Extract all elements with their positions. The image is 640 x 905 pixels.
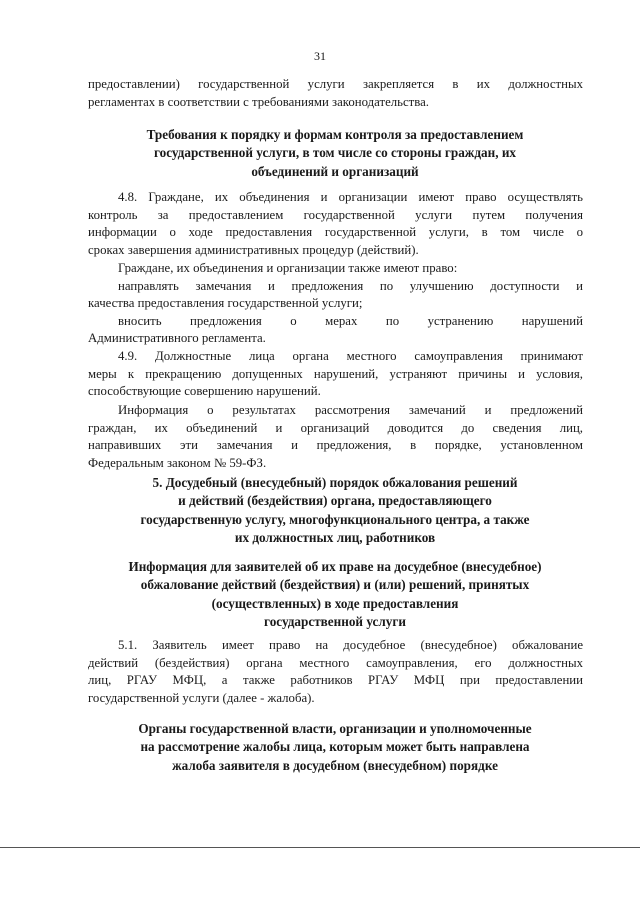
rights-paragraph bbox=[88, 260, 583, 348]
heading-control-requirements bbox=[100, 126, 570, 181]
clause-4-8 bbox=[88, 189, 583, 259]
text-line: Федеральным законом № 59-ФЗ. bbox=[88, 455, 267, 470]
text-line: предоставлении) государственной услуги закрепляется в их должностных bbox=[88, 77, 583, 91]
text-line: качества предоставления государственной услуги; bbox=[88, 296, 363, 311]
text-line: направивших эти замечания и предложения, в порядке, установленном bbox=[88, 438, 583, 453]
heading-line: на рассмотрение жалобы лица, которым может быть направлена bbox=[140, 739, 530, 755]
clause-5-1 bbox=[88, 637, 583, 707]
text-line: регламентах в соответствии с требованиями законодательства. bbox=[88, 94, 429, 109]
authorities-heading bbox=[100, 720, 570, 775]
text-line: контроль за предоставлением государственной услуги путем получения bbox=[88, 207, 583, 222]
heading-line: Органы государственной власти, организации и уполномоченные bbox=[138, 721, 532, 736]
text-line: 5.1. Заявитель имеет право на досудебное (внесудебное) обжалование bbox=[118, 638, 583, 652]
heading-line: обжалование действий (бездействия) и (или) решений, принятых bbox=[140, 577, 530, 593]
heading-line: жалоба заявителя в досудебном (внесудебном) порядке bbox=[172, 757, 498, 773]
heading-line: их должностных лиц, работников bbox=[234, 530, 436, 546]
heading-line: государственную услугу, многофункционального центра, а также bbox=[140, 511, 530, 527]
text-line: Административного регламента. bbox=[88, 331, 266, 346]
heading-line: 5. Досудебный (внесудебный) порядок обжалования решений bbox=[152, 475, 518, 490]
text-line: действий (бездействия) органа местного самоуправления, его должностных bbox=[88, 655, 583, 670]
clause-4-9 bbox=[88, 348, 583, 401]
text-line: Граждане, их объединения и организации также имеют право: bbox=[118, 261, 458, 275]
heading-line: государственной услуги bbox=[264, 614, 406, 630]
text-line: Информация о результатах рассмотрения замечаний и предложений bbox=[118, 403, 583, 417]
text-line: лиц, РГАУ МФЦ, а также работников РГАУ МФЦ при предоставлении bbox=[88, 673, 583, 688]
text-line: направлять замечания и предложения по улучшению доступности и bbox=[118, 278, 583, 293]
text-line: вносить предложения о мерах по устранению нарушений bbox=[118, 313, 583, 328]
scan-edge-line bbox=[0, 847, 640, 848]
info-for-applicants-heading bbox=[100, 558, 570, 632]
heading-line: и действий (бездействия) органа, предоставляющего bbox=[178, 493, 492, 509]
text-line: государственной услуги (далее - жалоба). bbox=[88, 690, 315, 705]
heading-line: объединений и организаций bbox=[251, 163, 419, 179]
heading-line: Требования к порядку и формам контроля за предоставлением bbox=[146, 127, 524, 142]
heading-line: (осуществленных) в ходе предоставления bbox=[211, 595, 459, 611]
continuation-paragraph bbox=[88, 76, 583, 111]
text-line: информации о ходе предоставления государственной услуги, в том числе о bbox=[88, 225, 583, 240]
text-line: граждан, их объединений и организаций доводится до сведения лиц, bbox=[88, 420, 583, 435]
text-line: 4.9. Должностные лица органа местного самоуправления принимают bbox=[118, 349, 583, 363]
section-5-heading bbox=[100, 474, 570, 548]
heading-line: Информация для заявителей об их праве на досудебное (внесудебное) bbox=[128, 559, 542, 574]
heading-line: государственной услуги, в том числе со стороны граждан, их bbox=[153, 145, 517, 161]
page-number: 31 bbox=[314, 49, 326, 63]
text-line: меры к прекращению допущенных нарушений, устраняют причины и условия, bbox=[88, 366, 583, 381]
text-line: способствующие совершению нарушений. bbox=[88, 384, 321, 399]
results-info-paragraph bbox=[88, 402, 583, 472]
text-line: сроках завершения административных процедур (действий). bbox=[88, 242, 419, 257]
text-line: 4.8. Граждане, их объединения и организации имеют право осуществлять bbox=[118, 190, 583, 204]
